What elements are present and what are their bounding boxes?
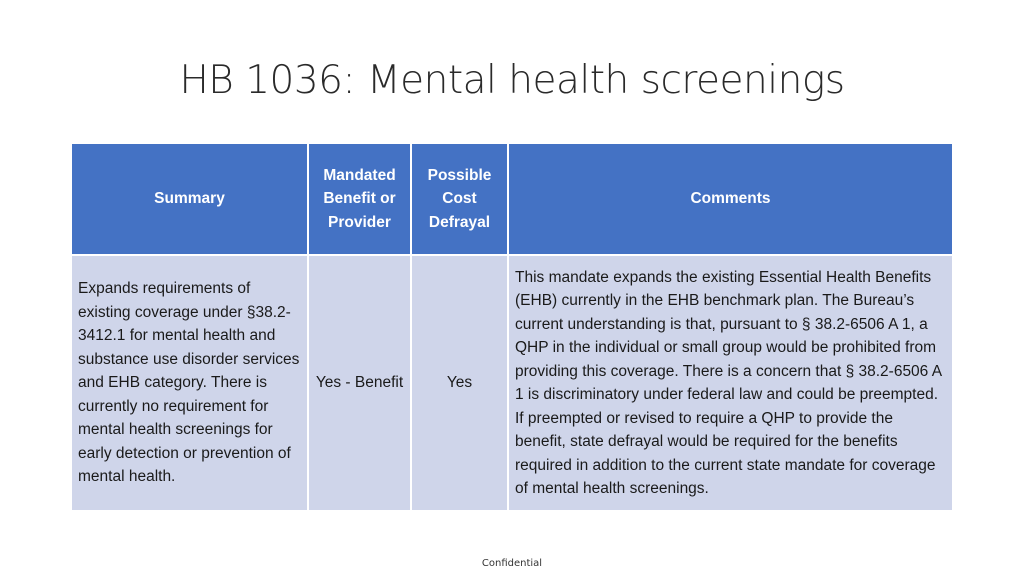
header-cost-defrayal: Possible Cost Defrayal <box>411 143 508 255</box>
header-mandated: Mandated Benefit or Provider <box>308 143 411 255</box>
slide-title: HB 1036: Mental health screenings <box>179 58 845 103</box>
cell-mandated: Yes - Benefit <box>308 255 411 511</box>
cell-cost-defrayal: Yes <box>411 255 508 511</box>
mandate-table-container <box>70 142 952 512</box>
header-comments: Comments <box>508 143 953 255</box>
table-row <box>71 255 953 511</box>
mandate-table <box>70 142 954 512</box>
cell-comments: This mandate expands the existing Essential Health Benefits (EHB) currently in the EHB benchmark plan. The Bureau’s current understanding is that, pursuant to § 38.2-6506 A 1, a QHP in the individual or small group would be prohibited from providing this coverage. There is a concern that § 38.2-6506 A 1 is discriminatory under federal law and could be preempted. If preempted or revised to require a QHP to provide the benefit, state defrayal would be required for the benefits required in addition to the current state mandate for coverage of mental health screenings. <box>508 255 953 511</box>
table-header-row <box>71 143 953 255</box>
footer-confidential: Confidential <box>481 558 543 569</box>
cell-summary: Expands requirements of existing coverage under §38.2-3412.1 for mental health and substance use disorder services and EHB category. There is currently no requirement for mental health screenings for early detection or prevention of mental health. <box>71 255 308 511</box>
header-summary: Summary <box>71 143 308 255</box>
